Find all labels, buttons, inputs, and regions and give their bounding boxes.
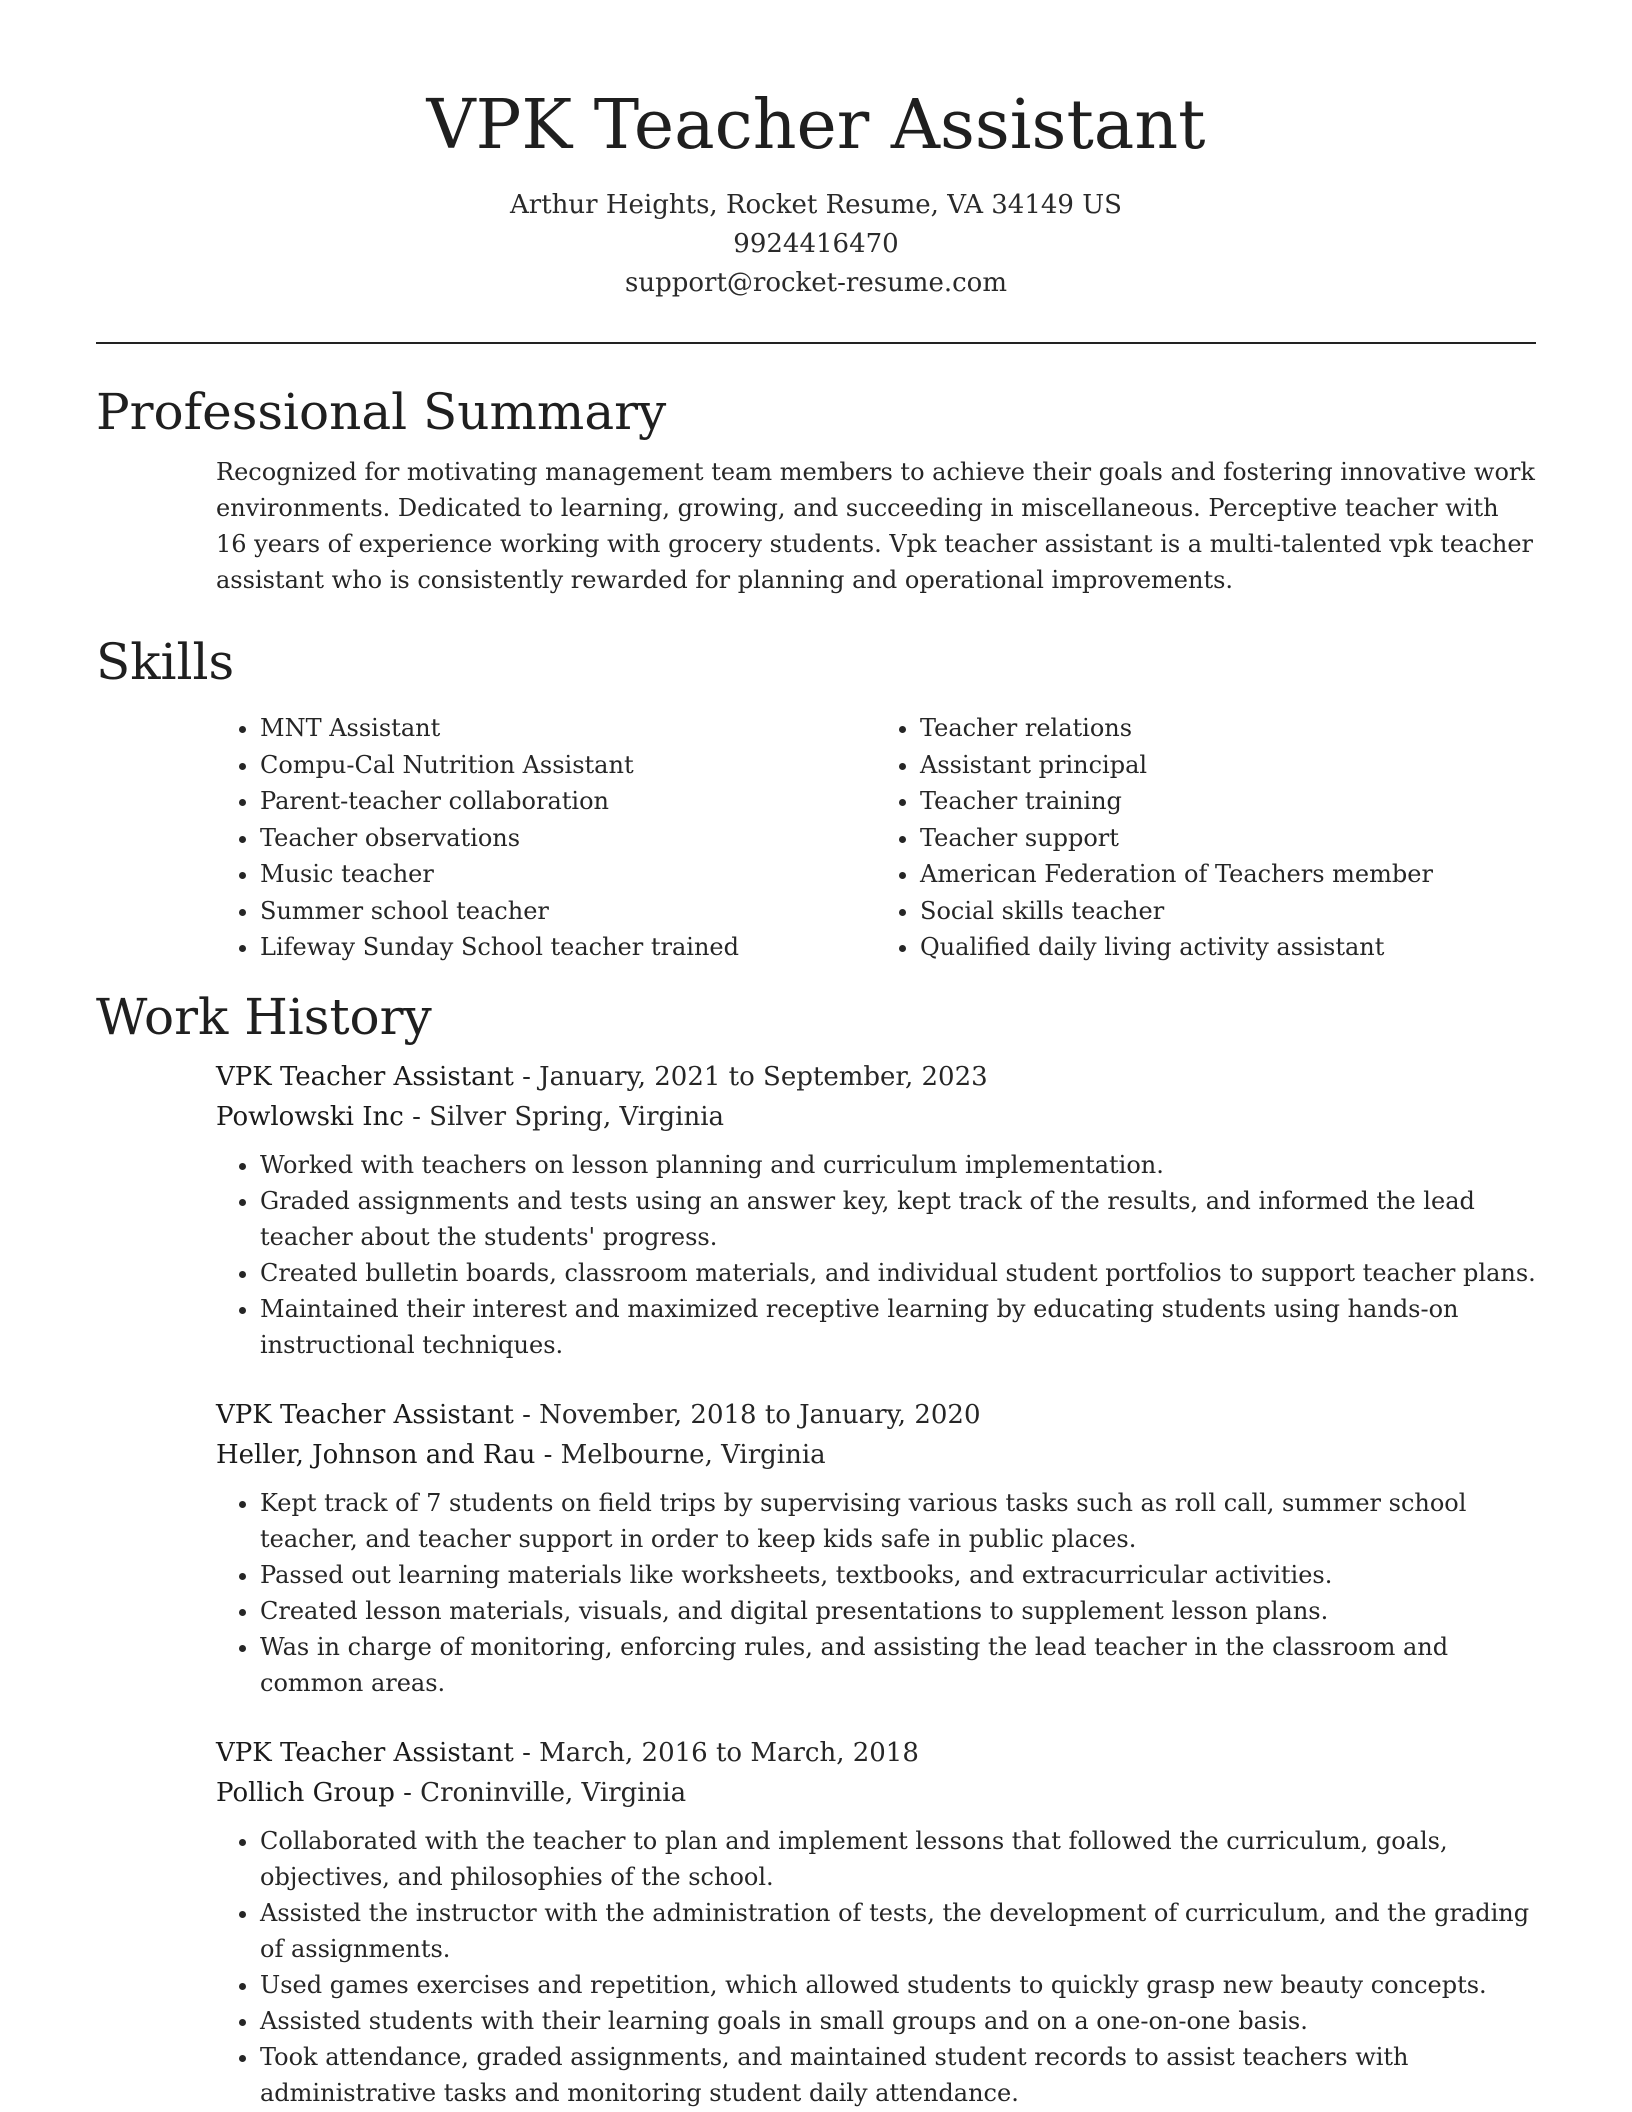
job-company-line [216,1773,1536,1813]
job-bullet: • Assisted students with their learning goals in small groups and on a one-on-one basis. [260,2003,1536,2039]
job-location: - Croninville, Virginia [394,1778,687,1808]
job-role: VPK Teacher Assistant [216,1062,514,1092]
skills-list-right [876,710,1536,966]
skill-item: • Qualified daily living activity assistant [920,929,1536,966]
contact-block [0,186,1632,303]
job-title-line [216,1733,1536,1773]
job-bullets [216,1147,1536,1363]
job-bullets [216,1823,1536,2111]
skill-item: • Summer school teacher [260,893,876,930]
address: Arthur Heights, Rocket Resume, VA 34149 US [510,190,1122,220]
job-bullet: • Maintained their interest and maximized receptive learning by educating students using hands-on instructional techniques. [260,1291,1536,1363]
summary-section [96,380,1536,598]
summary-heading: Professional Summary [96,383,667,441]
job-bullet: • Created lesson materials, visuals, and digital presentations to supplement lesson plans. [260,1593,1536,1629]
job-bullet: • Worked with teachers on lesson planning and curriculum implementation. [260,1147,1536,1183]
job-bullet: • Passed out learning materials like worksheets, textbooks, and extracurricular activities. [260,1557,1536,1593]
skill-item: • Teacher training [920,783,1536,820]
skill-item: • Social skills teacher [920,893,1536,930]
skill-item: • Assistant principal [920,747,1536,784]
job-dates: - November, 2018 to January, 2020 [513,1400,981,1430]
skill-item: • American Federation of Teachers member [920,856,1536,893]
work-history-heading: Work History [96,988,432,1046]
work-history-section [96,985,1536,2111]
job-role: VPK Teacher Assistant [216,1400,514,1430]
job-bullet: • Created bulletin boards, classroom materials, and individual student portfolios to support teacher plans. [260,1255,1536,1291]
job-entry [216,1395,1536,1701]
job-company-line [216,1097,1536,1137]
job-role: VPK Teacher Assistant [216,1738,514,1768]
job-bullet: • Was in charge of monitoring, enforcing rules, and assisting the lead teacher in the classroom and common areas. [260,1629,1536,1701]
skills-section [96,630,1536,966]
job-location: - Melbourne, Virginia [535,1440,826,1470]
job-title-line [216,1395,1536,1435]
job-bullet: • Assisted the instructor with the administration of tests, the development of curriculum, and the grading of assignments. [260,1895,1536,1967]
phone: 9924416470 [733,229,899,259]
skill-item: • Parent-teacher collaboration [260,783,876,820]
skills-list-left [216,710,876,966]
candidate-name: VPK Teacher Assistant [426,86,1206,165]
job-bullet: • Kept track of 7 students on field trips by supervising various tasks such as roll call, summer school teacher, and teacher support in order to keep kids safe in public places. [260,1485,1536,1557]
job-title-line [216,1057,1536,1097]
job-entry [216,1057,1536,1363]
skill-item: • Music teacher [260,856,876,893]
job-bullet: • Used games exercises and repetition, which allowed students to quickly grasp new beauty concepts. [260,1967,1536,2003]
job-entry [216,1733,1536,2111]
email: support@rocket-resume.com [624,268,1007,298]
job-dates: - January, 2021 to September, 2023 [513,1062,988,1092]
job-location: - Silver Spring, Virginia [403,1102,725,1132]
job-bullet: • Took attendance, graded assignments, and maintained student records to assist teachers with administrative tasks and monitoring student daily attendance. [260,2039,1536,2111]
skills-heading: Skills [96,633,235,691]
job-company-line [216,1435,1536,1475]
skill-item: • Teacher observations [260,820,876,857]
job-bullet: • Graded assignments and tests using an answer key, kept track of the results, and informed the lead teacher about the students' progress. [260,1183,1536,1255]
job-bullets [216,1485,1536,1701]
job-company: Pollich Group [216,1778,395,1808]
job-company: Heller, Johnson and Rau [216,1440,536,1470]
skill-item: • Compu-Cal Nutrition Assistant [260,747,876,784]
resume-header [0,0,1632,303]
skills-grid [216,710,1536,966]
skill-item: • Lifeway Sunday School teacher trained [260,929,876,966]
job-dates: - March, 2016 to March, 2018 [513,1738,919,1768]
job-bullet: • Collaborated with the teacher to plan and implement lessons that followed the curriculum, goals, objectives, and philosophies of the school. [260,1823,1536,1895]
job-company: Powlowski Inc [216,1102,404,1132]
skill-item: • Teacher relations [920,710,1536,747]
skill-item: • Teacher support [920,820,1536,857]
header-divider [96,342,1536,344]
skill-item: • MNT Assistant [260,710,876,747]
summary-text: Recognized for motivating management team members to achieve their goals and fostering innovative work environments. Dedicated to learning, growing, and succeeding in miscellaneous. Perceptive teacher with 16 years of experience working with grocery students. Vpk teacher assistant is a multi-talented vpk teacher assistant who is consistently rewarded for planning and operational improvements. [216,458,1535,594]
